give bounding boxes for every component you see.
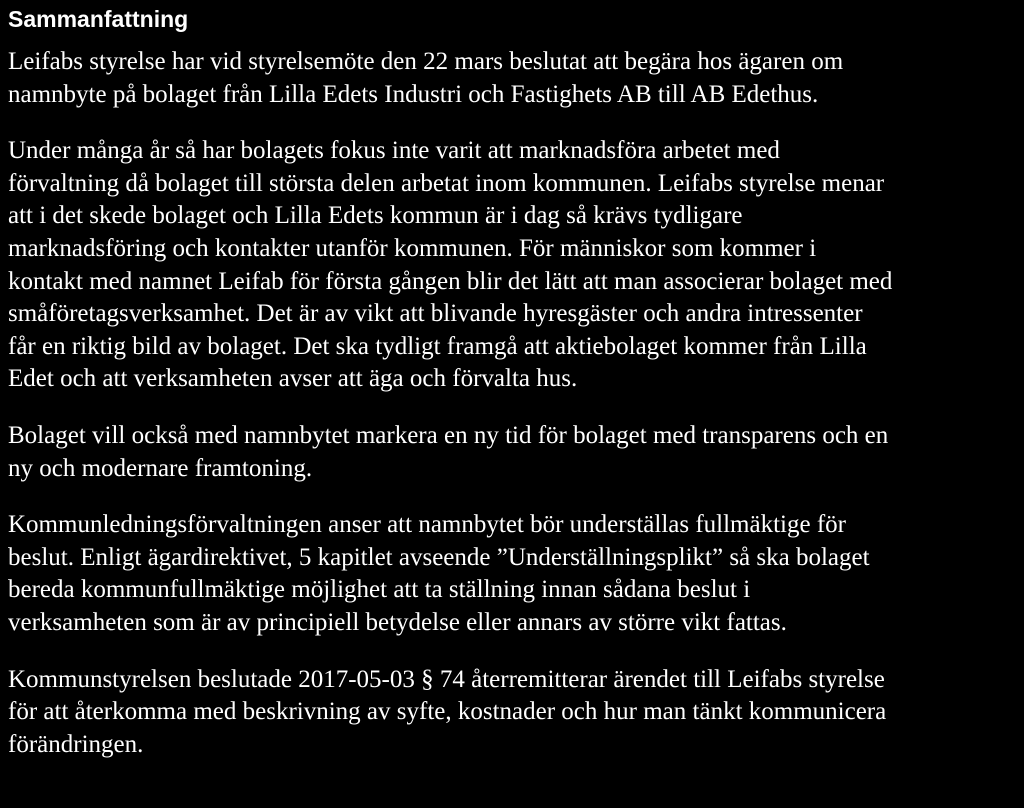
text-line: Edet och att verksamheten avser att äga och förvalta hus. — [8, 365, 578, 393]
text-line: Leifabs styrelse har vid styrelsemöte den 22 mars beslutat att begära hos ägaren om — [8, 48, 844, 75]
text-line: marknadsföring och kontakter utanför kommunen. För människor som kommer i — [8, 234, 817, 262]
paragraph-board-decision — [8, 664, 1014, 762]
text-line: småföretagsverksamhet. Det är av vikt att blivande hyresgäster och andra intressenter — [8, 300, 863, 328]
text-line: ny och modernare framtoning. — [8, 454, 313, 482]
text-line: Kommunstyrelsen beslutade 2017-05-03 § 74 återremitterar ärendet till Leifabs styrelse — [8, 665, 885, 693]
text-line: får en riktig bild av bolaget. Det ska tydligt framgå att aktiebolaget kommer från Lilla — [8, 332, 867, 360]
text-line: verksamheten som är av principiell betydelse eller annars av större vikt fattas. — [8, 608, 787, 636]
text-line: namnbyte på bolaget från Lilla Edets Industri och Fastighets AB till AB Edethus. — [8, 80, 819, 108]
paragraph-transparency — [8, 420, 1014, 485]
text-line: förvaltning då bolaget till största delen arbetat inom kommunen. Leifabs styrelse menar — [8, 169, 885, 197]
paragraph-council-referral — [8, 509, 1014, 639]
text-line: att i det skede bolaget och Lilla Edets kommun är i dag så krävs tydligare — [8, 202, 743, 230]
text-line: kontakt med namnet Leifab för första gången blir det lätt att man associerar bolaget med — [8, 267, 893, 295]
text-line: Kommunledningsförvaltningen anser att namnbytet bör underställas fullmäktige för — [8, 511, 846, 539]
text-line: Under många år så har bolagets fokus inte varit att marknadsföra arbetet med — [8, 137, 780, 165]
paragraph-name-change-decision — [8, 46, 1014, 111]
section-heading: Sammanfattning — [8, 6, 189, 32]
text-line: Bolaget vill också med namnbytet markera en ny tid för bolaget med transparens och en — [8, 421, 889, 449]
text-line: för att återkomma med beskrivning av syfte, kostnader och hur man tänkt kommunicera — [8, 698, 887, 726]
text-line: beslut. Enligt ägardirektivet, 5 kapitlet avseende ”Underställningsplikt” så ska bolaget — [8, 543, 870, 571]
text-line: förändringen. — [8, 730, 144, 758]
paragraph-marketing-focus — [8, 135, 1014, 396]
text-line: bereda kommunfullmäktige möjlighet att ta ställning innan sådana beslut i — [8, 576, 751, 604]
